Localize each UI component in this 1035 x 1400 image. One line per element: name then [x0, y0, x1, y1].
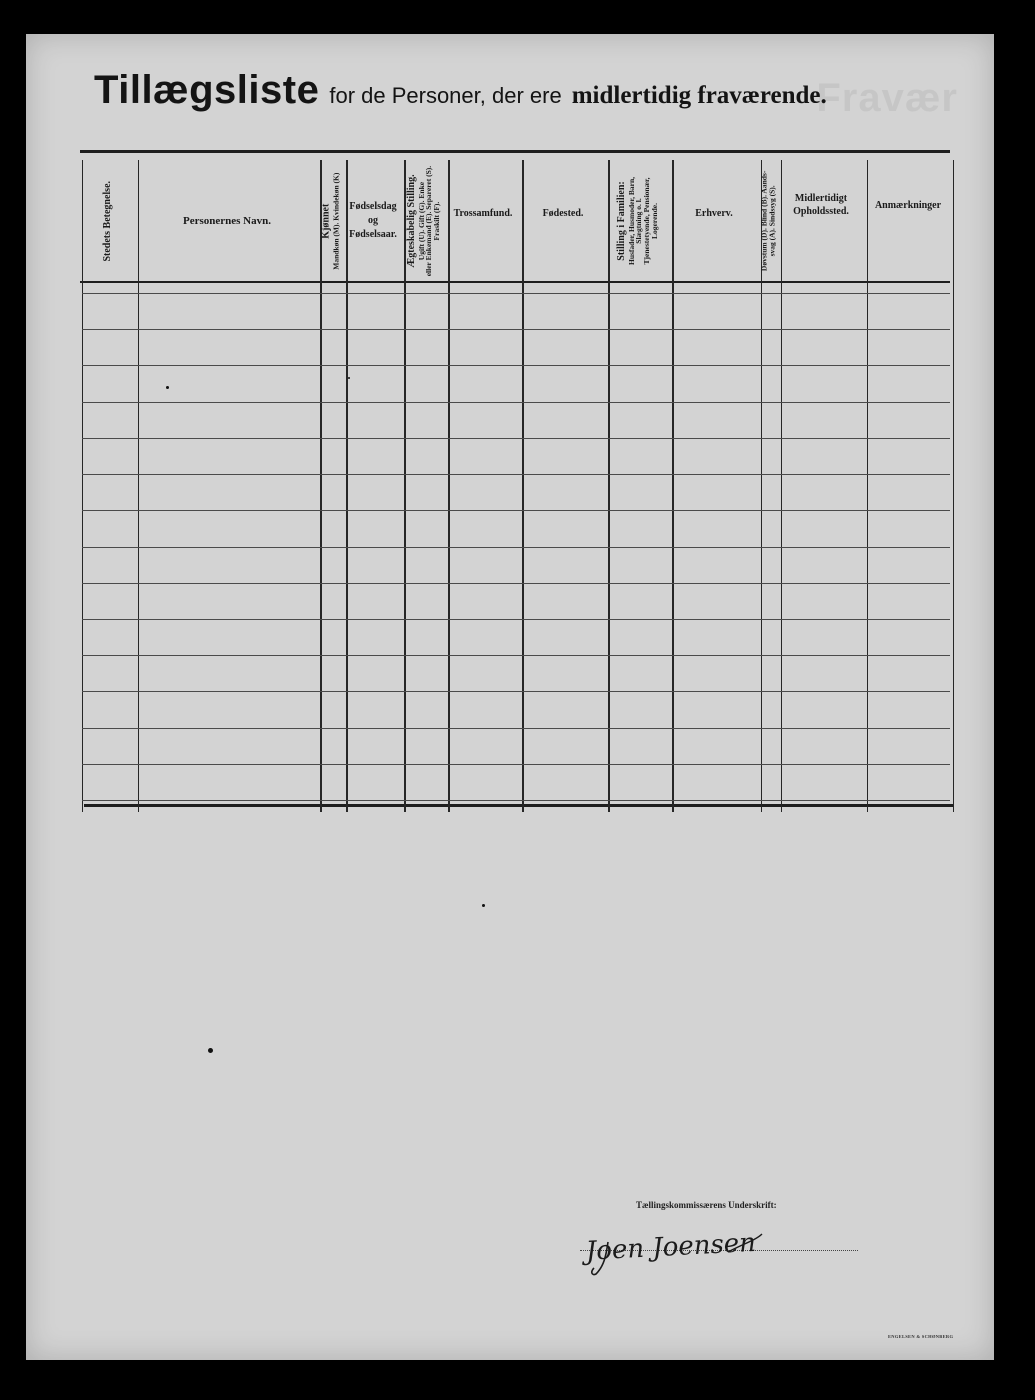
col-stilling-header: Stilling i Familien: Husfader, Husmoder, Barn, Slægtning o. l. Tjenestetyende, Pensionær, Logerende.: [616, 176, 660, 266]
signature-text: Joen Joensen: [585, 1227, 757, 1267]
signature-label: Tællingskommissærens Underskrift:: [636, 1200, 777, 1210]
handwritten-signature: [578, 1222, 778, 1282]
col-fodselsdag-header: Fødselsdag og Fødselsaar.: [349, 201, 397, 240]
col-dovstum-header: Døvstum (D). Blind (B). Aands- svag (A). Sindssyg (S).: [759, 170, 776, 272]
row-rule: [82, 329, 950, 330]
col-tros-header: Trossamfund.: [453, 207, 513, 219]
bottom-rule: [84, 804, 954, 807]
col-stedets-header: Stedets Betegnelse.: [101, 180, 113, 262]
form-title: [94, 68, 827, 113]
row-rule: [82, 474, 950, 475]
ink-speck: [482, 904, 485, 907]
col-anmaerkninger-header: Anmærkninger: [874, 199, 942, 211]
bleed-through-text: Fravær: [816, 76, 958, 120]
title-emphasis: midlertidig fraværende.: [571, 82, 827, 109]
row-rule: [82, 438, 950, 439]
col-kjonnet-header: Kjønnet Mandkøn (M). Kvindekøn (K): [320, 172, 341, 270]
ink-speck: [208, 1048, 213, 1053]
row-rule: [82, 293, 950, 294]
printer-mark: ENGELSEN & SCHØNBERG: [888, 1334, 954, 1339]
col-erhverv-header: Erhverv.: [695, 207, 733, 219]
row-rule: [82, 583, 950, 584]
row-rule: [82, 510, 950, 511]
row-rule: [82, 365, 950, 366]
ink-speck: [166, 386, 169, 389]
row-rule: [82, 764, 950, 765]
col-aegteskab-header: Ægteskabelig Stilling. Ugift (U). Gift (G). Enke eller Enkemand (E). Separeret (S). Fraskilt (F).: [405, 165, 442, 277]
row-rule: [82, 691, 950, 692]
title-main: Tillægsliste: [94, 68, 320, 112]
col-midlertidigt-header: Midlertidigt Opholdssted.: [793, 193, 849, 217]
row-rule: [82, 655, 950, 656]
col-fodested-header: Fødested.: [542, 207, 584, 219]
row-rule: [82, 728, 950, 729]
row-rule: [82, 402, 950, 403]
row-rule: [82, 547, 950, 548]
title-middle: for de Personer, der ere: [329, 83, 562, 108]
column-rule: [953, 160, 954, 812]
row-rule: [82, 800, 950, 801]
row-rule: [82, 619, 950, 620]
ink-speck: [348, 377, 350, 379]
col-navn-header: Personernes Navn.: [183, 215, 271, 227]
